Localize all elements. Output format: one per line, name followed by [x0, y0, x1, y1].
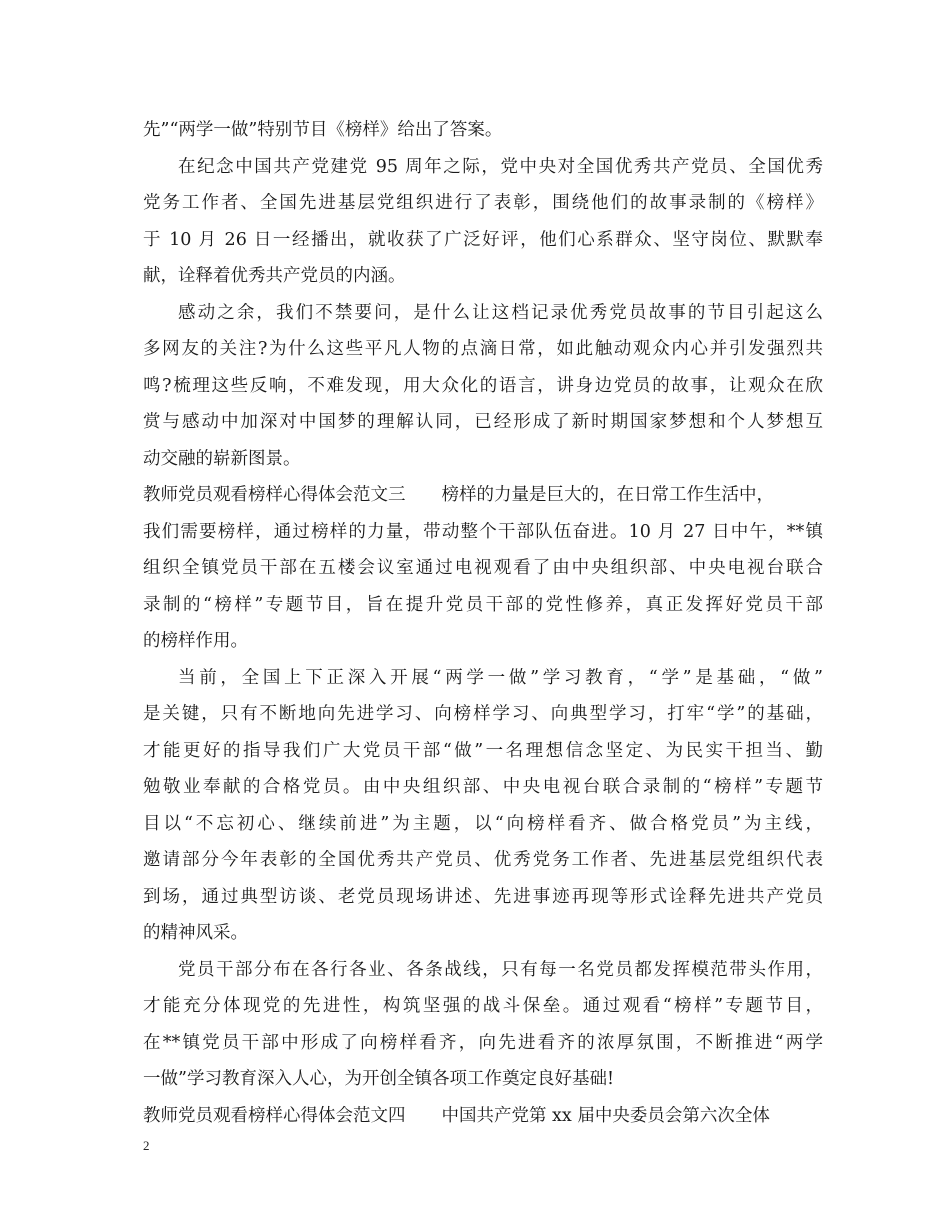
paragraph-first-line: 党员干部分布在各行各业、各条战线，只有每一名党员都发挥模范带头作用，: [178, 959, 823, 980]
paragraph-line: 我们需要榜样，通过榜样的力量，带动整个干部队伍奋进。10 月 27 日中午，**镇: [143, 521, 823, 542]
section-title: 教师党员观看榜样心得体会范文四: [143, 1105, 406, 1126]
paragraph-line: 献，诠释着优秀共产党员的内涵。: [143, 266, 406, 286]
paragraph-line: 党务工作者、全国先进基层党组织进行了表彰，围绕他们的故事录制的《榜样》: [143, 193, 823, 213]
paragraph-line: 动交融的崭新图景。: [143, 448, 301, 469]
paragraph-line: 录制的“榜样”专题节目，旨在提升党员干部的党性修养，真正发挥好党员干部: [143, 594, 823, 615]
document-body: [143, 112, 823, 1134]
paragraph-line: 组织全镇党员干部在五楼会议室通过电视观看了由中央组织部、中央电视台联合: [143, 558, 823, 578]
paragraph-first-line: 当前，全国上下正深入开展“两学一做”学习教育，“学”是基础，“做”: [178, 667, 823, 688]
paragraph-line: 是关键，只有不断地向先进学习、向榜样学习、向典型学习，打牢“学”的基础，: [143, 704, 823, 724]
paragraph-line: 于 10 月 26 日一经播出，就收获了广泛好评，他们心系群众、坚守岗位、默默奉: [143, 229, 823, 250]
section-heading-line: [143, 477, 823, 514]
paragraph-line: 在**镇党员干部中形成了向榜样看齐，向先进看齐的浓厚氛围，不断推进“两学: [143, 1032, 823, 1053]
paragraph-first-line: 感动之余，我们不禁要问，是什么让这档记录优秀党员故事的节目引起这么: [178, 302, 823, 323]
paragraph-line: 鸣?梳理这些反响，不难发现，用大众化的语言，讲身边党员的故事，让观众在欣: [143, 375, 823, 396]
page-number: 2: [143, 1138, 150, 1153]
section-text-start: 榜样的力量是巨大的，在日常工作生活中，: [441, 485, 774, 505]
section-heading-line: [143, 1098, 823, 1135]
paragraph-line: 到场，通过典型访谈、老党员现场讲述、先进事迹再现等形式诠释先进共产党员: [143, 886, 823, 907]
paragraph-line: 一做”学习教育深入人心，为开创全镇各项工作奠定良好基础!: [143, 1069, 614, 1089]
section-text-start: 中国共产党第 xx 届中央委员会第六次全体: [441, 1105, 770, 1126]
paragraph-line: 先”“两学一做”特别节目《榜样》给出了答案。: [143, 120, 503, 140]
paragraph-line: 才能充分体现党的先进性，构筑坚强的战斗保垒。通过观看“榜样”专题节目，: [143, 996, 823, 1016]
paragraph-line: 的榜样作用。: [143, 631, 248, 651]
paragraph-line: 目以“不忘初心、继续前进”为主题，以“向榜样看齐、做合格党员”为主线，: [143, 813, 823, 834]
paragraph-line: 邀请部分今年表彰的全国优秀共产党员、优秀党务工作者、先进基层党组织代表: [143, 850, 823, 870]
paragraph-line: 赏与感动中加深对中国梦的理解认同，已经形成了新时期国家梦想和个人梦想互: [143, 412, 823, 432]
paragraph-line: 的精神风采。: [143, 923, 248, 943]
paragraph-line: 多网友的关注?为什么这些平凡人物的点滴日常，如此触动观众内心并引发强烈共: [143, 339, 823, 359]
paragraph-line: 勉敬业奉献的合格党员。由中央组织部、中央电视台联合录制的“榜样”专题节: [143, 777, 823, 797]
paragraph-line: 才能更好的指导我们广大党员干部“做”一名理想信念坚定、为民实干担当、勤: [143, 740, 823, 761]
paragraph-first-line: 在纪念中国共产党建党 95 周年之际，党中央对全国优秀共产党员、全国优秀: [178, 156, 823, 177]
section-title: 教师党员观看榜样心得体会范文三: [143, 485, 406, 505]
